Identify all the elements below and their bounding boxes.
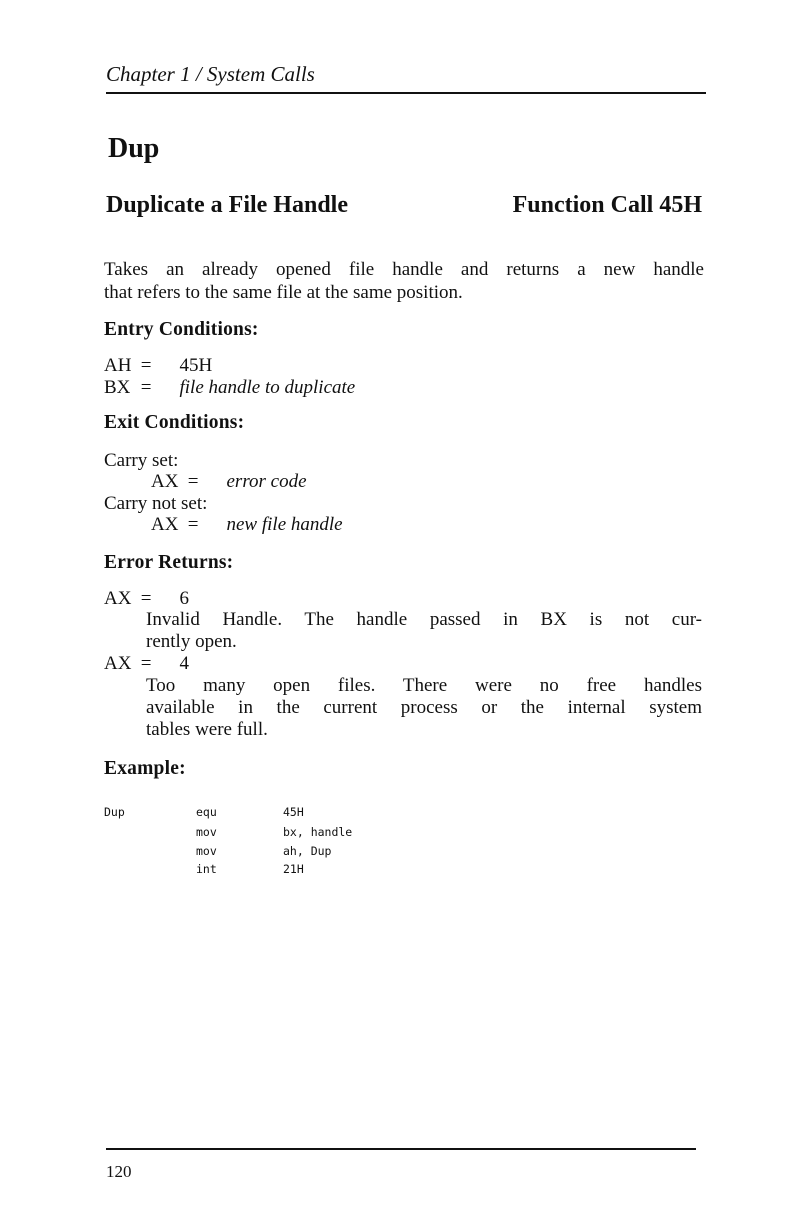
page-title: Dup: [108, 133, 160, 164]
entry-row-ah: [104, 355, 212, 377]
running-head: Chapter 1 / System Calls: [106, 62, 315, 86]
equals: =: [140, 588, 152, 609]
footer-rule: [106, 1148, 696, 1150]
register: AH: [104, 355, 132, 376]
register: AX: [151, 514, 179, 535]
error-description-line: rently open.: [146, 631, 237, 652]
register: AX: [151, 471, 179, 492]
description-line: that refers to the same file at the same position.: [104, 282, 463, 303]
error-description-line: tables were full.: [146, 719, 268, 740]
error-description-line: available in the current process or the internal system: [146, 697, 702, 718]
description-line: Takes an already opened file handle and returns a new handle: [104, 259, 704, 280]
carry-not-set-label: Carry not set:: [104, 493, 208, 514]
page-number: 120: [106, 1162, 132, 1181]
function-subtitle: Duplicate a File Handle: [106, 192, 348, 218]
error-code-row: [104, 588, 189, 610]
equals: =: [187, 514, 199, 535]
error-code: 4: [179, 653, 189, 674]
entry-value: file handle to duplicate: [179, 377, 356, 398]
example-heading: Example:: [104, 758, 186, 779]
register: AX: [104, 653, 132, 674]
code-arg: 45H: [283, 805, 304, 819]
error-description: [146, 609, 702, 653]
equals: =: [140, 377, 152, 398]
code-arg: 21H: [283, 862, 304, 876]
carry-set-label: Carry set:: [104, 450, 179, 471]
error-returns-heading: Error Returns:: [104, 552, 234, 573]
description: [104, 258, 704, 304]
code-label: Dup: [104, 805, 125, 819]
error-description-line: Invalid Handle. The handle passed in BX is not cur-: [146, 609, 702, 630]
exit-conditions-heading: Exit Conditions:: [104, 412, 245, 433]
function-call-number: Function Call 45H: [512, 192, 702, 218]
entry-value: 45H: [179, 355, 213, 376]
exit-value: new file handle: [226, 514, 343, 535]
entry-row-bx: [104, 377, 355, 399]
error-description: [146, 675, 702, 741]
code-op: mov: [196, 844, 217, 858]
register: BX: [104, 377, 131, 398]
code-op: int: [196, 862, 217, 876]
error-description-line: Too many open files. There were no free handles: [146, 675, 702, 696]
exit-value: error code: [226, 471, 307, 492]
equals: =: [140, 355, 152, 376]
register: AX: [104, 588, 132, 609]
error-code: 6: [179, 588, 189, 609]
error-code-row: [104, 653, 189, 675]
equals: =: [187, 471, 199, 492]
code-arg: bx, handle: [283, 825, 353, 839]
entry-conditions-heading: Entry Conditions:: [104, 319, 259, 340]
header-rule: [106, 92, 706, 94]
equals: =: [140, 653, 152, 674]
code-op: equ: [196, 805, 217, 819]
carry-not-set-row: [151, 514, 343, 536]
code-op: mov: [196, 825, 217, 839]
code-arg: ah, Dup: [283, 844, 332, 858]
carry-set-row: [151, 471, 307, 493]
